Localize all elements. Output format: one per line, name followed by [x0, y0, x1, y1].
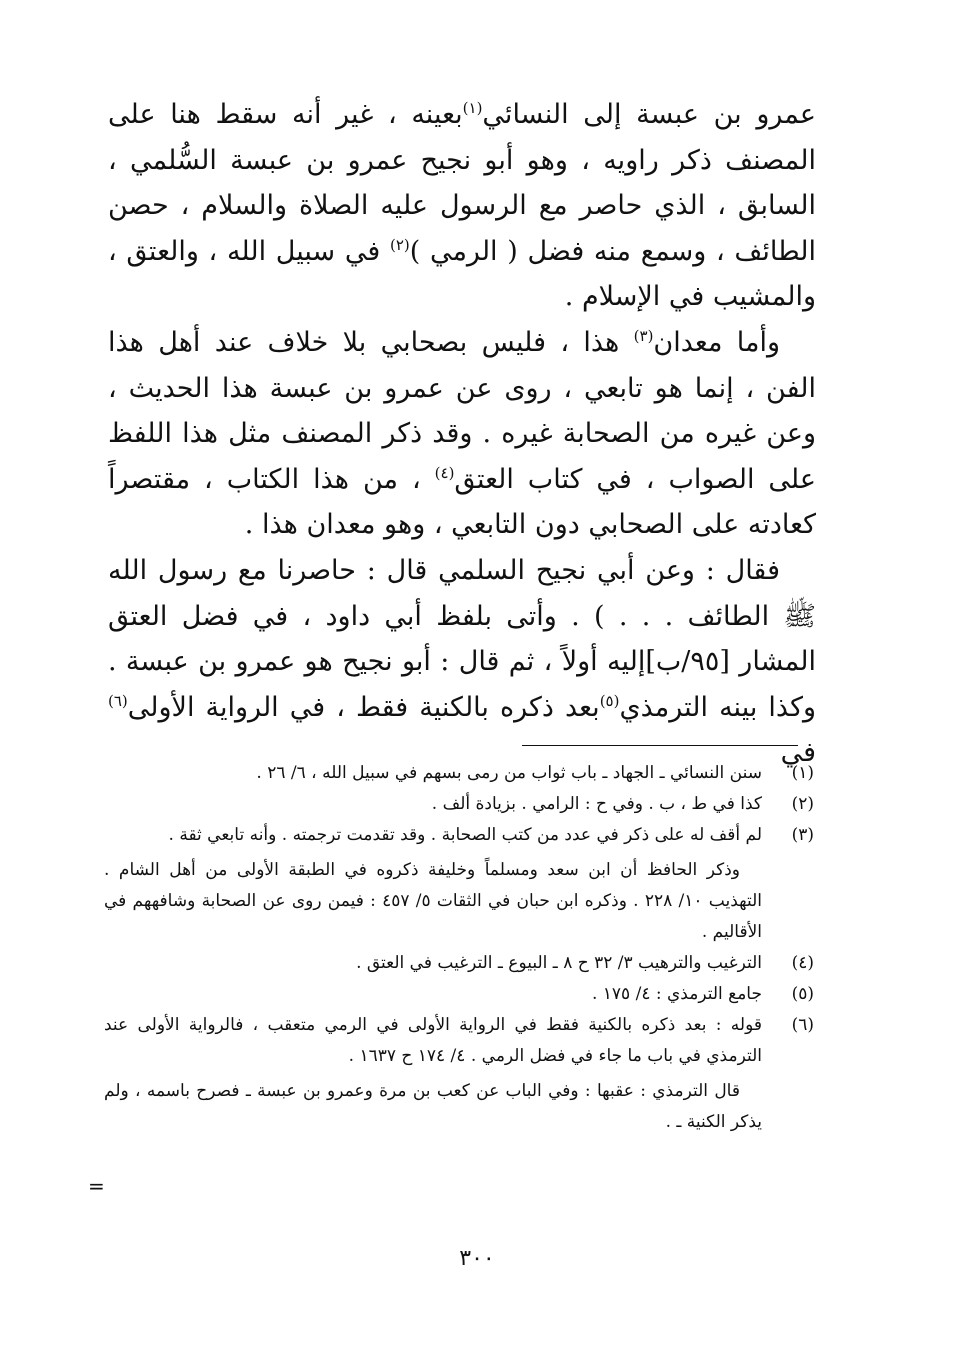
footnote-number: (٦) [791, 1015, 814, 1035]
paragraph-1 [108, 92, 816, 320]
footnote-text: كذا في ط ، ب . وفي ح : الرامي . بزيادة ألف . [431, 794, 762, 814]
text-run: في [780, 737, 816, 769]
paragraph-2 [108, 320, 816, 548]
text-run: بعد ذكره بالكنية فقط ، في الرواية الأولى [127, 691, 600, 723]
footnote-subparagraph: وذكر الحافظ أن ابن سعد ومسلماً وخليفة ذكروه في الطبقة الأولى من أهل الشام . التهذيب ١٠/ ٢٢٨ . وذكره ابن حبان في الثقات ٥/ ٤٥٧ : فيمن روى عن الصحابة وشافههم في الأقاليم . [104, 860, 763, 942]
footnote-text: الترغيب والترهيب ٣/ ٣٢ ح ٨ ـ البيوع ـ الترغيب في العتق . [356, 953, 762, 973]
footnotes [104, 758, 814, 1138]
page-number: ٣٠٠ [459, 1246, 495, 1271]
footnote-number: (١) [791, 763, 814, 783]
paragraph-3 [108, 548, 816, 776]
text-run: في سبيل الله ، والعتق ، والمشيب في الإسلام . [108, 235, 816, 313]
footnote-text: سنن النسائي ـ الجهاد ـ باب ثواب من رمى بسهم في سبيل الله ، ٦/ ٢٦ . [256, 763, 762, 783]
footnote-body [104, 820, 762, 948]
footnote-number: (٣) [791, 825, 814, 845]
footnote-body [104, 979, 762, 1010]
footnote-ref-6: (٦) [108, 691, 128, 710]
text-run: ، من هذا الكتاب ، مقتصراً كعادته على الصحابي دون التابعي ، وهو معدان هذا . [108, 463, 816, 541]
text-run: وأما معدان [653, 326, 780, 358]
footnote-number: (٥) [791, 984, 814, 1004]
footnote-1 [104, 758, 814, 789]
footnote-4 [104, 948, 814, 979]
footnote-subparagraph: قال الترمذي : عقبها : وفي الباب عن كعب بن مرة وعمرو بن عبسة ـ فصرح باسمه ، ولم يذكر الكنية ـ . [104, 1081, 762, 1132]
text-run: فقال : وعن أبي نجيح السلمي قال : حاصرنا مع رسول الله ﷺ الطائف . . . ) . وأتى بلفظ أبي داود ، في فضل العتق المشار [٩٥/ب]إليه أولاً ، ثم قال : أبو نجيح هو عمرو بن عبسة . وكذا بينه الترمذي [108, 554, 816, 723]
continuation-mark: = [88, 1174, 105, 1198]
footnote-body [104, 1010, 762, 1138]
footnote-3 [104, 820, 814, 948]
footnote-separator [522, 745, 798, 746]
footnote-number: (٤) [791, 953, 814, 973]
footnote-body [104, 758, 762, 789]
footnote-ref-1: (١) [462, 99, 483, 117]
footnote-number: (٢) [791, 794, 814, 814]
footnote-body [104, 789, 762, 820]
text-run: هذا ، فليس بصحابي بلا خلاف عند أهل هذا الفن ، إنما هو تابعي ، روى عن عمرو بن عبسة هذا الحديث ، وعن غيره من الصحابة غيره . وقد ذكر المصنف مثل هذا اللفظ على الصواب ، في كتاب العتق [108, 326, 816, 495]
footnote-ref-3: (٣) [633, 326, 654, 345]
footnote-5 [104, 979, 814, 1010]
footnote-text: لم أقف له على ذكر في عدد من كتب الصحابة . وقد تقدمت ترجمته . وأنه تابعي ثقة . [168, 825, 762, 845]
main-text [108, 92, 816, 776]
footnote-6 [104, 1010, 814, 1138]
footnote-body [104, 948, 762, 979]
footnote-text: جامع الترمذي : ٤/ ١٧٥ . [591, 984, 762, 1004]
footnote-ref-4: (٤) [434, 463, 455, 482]
footnote-2 [104, 789, 814, 820]
footnote-ref-2: (٢) [389, 235, 410, 254]
footnote-ref-5: (٥) [599, 691, 620, 710]
text-run: عمرو بن عبسة إلى النسائي [482, 99, 816, 130]
text-run: بعينه ، غير أنه سقط هنا على المصنف ذكر راويه ، وهو أبو نجيح عمرو بن عبسة السُّلمي ، السابق ، الذي حاصر مع الرسول عليه الصلاة والسلام ، حصن الطائف ، وسمع منه فضل ( الرمي ) [108, 99, 816, 267]
footnote-text: قوله : بعد ذكره بالكنية فقط في الرواية الأولى في الرمي متعقب ، فالرواية الأولى عند الترمذي في باب ما جاء في فضل الرمي . ٤/ ١٧٤ ح ١٦٣٧ . [104, 1015, 762, 1066]
